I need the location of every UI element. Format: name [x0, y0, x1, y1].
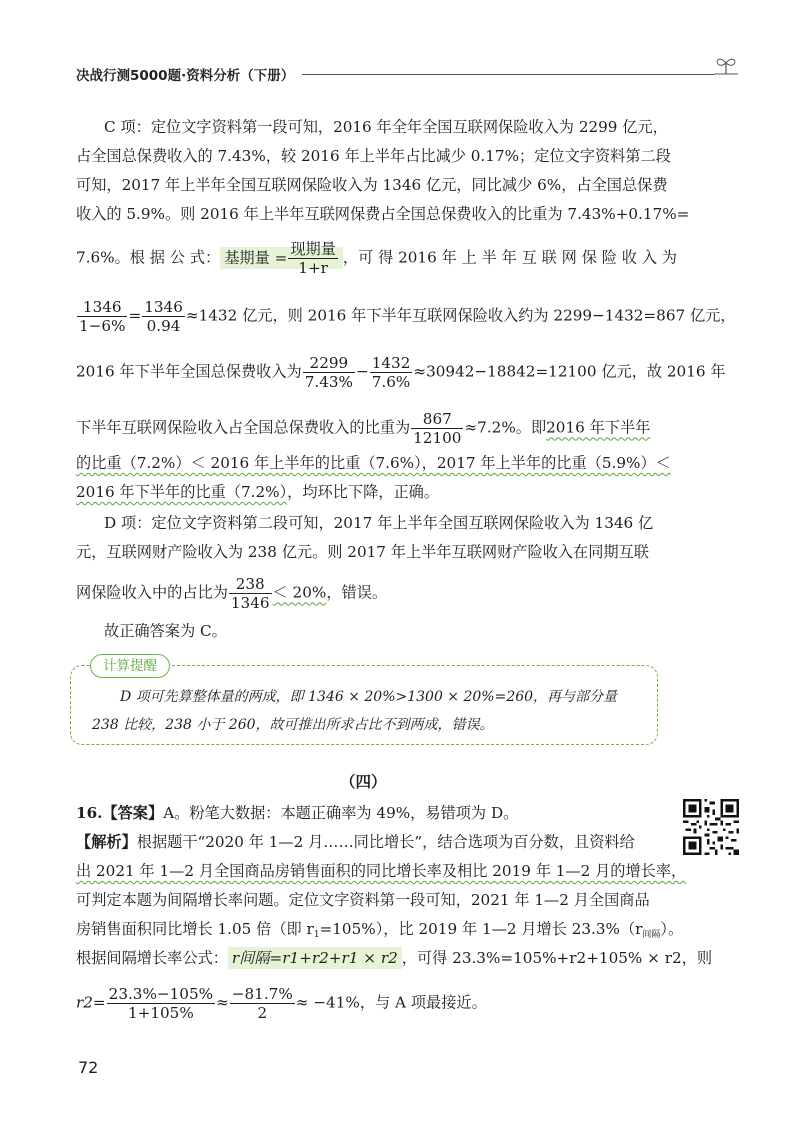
c-line-8-c: 2016 年下半年 — [546, 418, 651, 437]
c-line-10-a: 2016 年下半年的比重（7.2%） — [76, 483, 288, 501]
c-line-7 — [76, 354, 726, 391]
c-line-9: 的比重（7.2%）＜ 2016 年上半年的比重（7.6%），2017 年上半年的比重（5.9%）＜ — [76, 454, 671, 472]
q16-line-6 — [76, 948, 712, 968]
answer-line: 故正确答案为 C。 — [104, 622, 227, 640]
q16-line-1 — [76, 803, 518, 823]
section-heading: （四） — [340, 772, 387, 791]
approx-sign: ≈ — [216, 993, 229, 1012]
fraction-1346-094 — [142, 298, 185, 335]
q16-line-2-b: 根据题干“2020 年 1—2 月……同比增长”，结合选项为百分数，且资料给 — [136, 833, 635, 851]
header-rule — [302, 74, 714, 75]
q16-line-5-b: =105%），比 2019 年 1—2 月增长 23.3%（r — [319, 920, 643, 938]
minus-sign: − — [355, 362, 369, 381]
fraction-238-1346 — [229, 575, 272, 612]
d-line-1: D 项：定位文字资料第二段可知，2017 年上半年全国互联网保险收入为 1346 亿 — [104, 514, 654, 532]
numerator: 23.3%−105% — [108, 985, 214, 1003]
running-header: 决战行测5000题·资料分析（下册） — [76, 68, 295, 84]
c-line-2: 占全国总保费收入的 7.43%，较 2016 年上半年占比减少 0.17%；定位文字资料第二段 — [76, 147, 671, 165]
q16-line-7-a: r2= — [76, 993, 106, 1012]
c-line-8-a: 下半年互联网保险收入占全国总保费收入的比重为 — [76, 418, 411, 437]
page-number: 72 — [78, 1058, 99, 1077]
c-line-7-b: ≈30942−18842=12100 亿元，故 2016 年 — [413, 362, 726, 381]
d-line-3-b: ＜ 20% — [272, 583, 327, 602]
subscript-1: 1 — [313, 930, 320, 940]
answer-label: 16.【答案】 — [76, 804, 164, 822]
c-line-10-b: ，均环比下降，正确。 — [287, 483, 440, 501]
tip-line-2: 238 比较，238 小于 260，故可推出所求占比不到两成，错误。 — [92, 717, 494, 733]
analysis-label: 【解析】 — [76, 833, 137, 851]
q16-line-6-a: 根据间隔增长率公式： — [76, 949, 228, 967]
numerator: 238 — [229, 575, 272, 594]
c-line-5 — [76, 240, 677, 277]
d-line-2: 元，互联网财产险收入为 238 亿元。则 2017 年上半年互联网财产险收入在同期互联 — [76, 543, 649, 561]
tip-line-1: D 项可先算整体量的两成，即 1346 × 20%>1300 × 20%=260，再与部分量 — [120, 689, 618, 705]
d-line-3-a: 网保险收入中的占比为 — [76, 583, 228, 602]
c-line-1: C 项：定位文字资料第一段可知，2016 年全年全国互联网保险收入为 2299 亿元， — [104, 118, 668, 136]
tip-title: 计算提醒 — [90, 654, 170, 678]
fraction-867-12100 — [411, 410, 463, 447]
q16-line-1-b: A。粉笔大数据：本题正确率为 49%，易错项为 D。 — [163, 804, 519, 822]
base-formula-label: 基期量 = — [224, 248, 288, 267]
c-line-6-text: ≈1432 亿元，则 2016 年下半年互联网保险收入约为 2299−1432=867 亿元， — [185, 306, 736, 325]
q16-line-5-a: 房销售面积同比增长 1.05 倍（即 r — [76, 920, 314, 938]
fraction-1346-1-6 — [77, 298, 127, 335]
c-line-4: 收入的 5.9%。则 2016 年上半年互联网保费占全国总保费收入的比重为 7.43%+0.17%= — [76, 205, 690, 223]
base-formula — [220, 240, 343, 277]
subscript-interval: 间隔 — [642, 930, 661, 940]
c-line-5-b: ，可 得 2016 年 上 半 年 互 联 网 保 险 收 入 为 — [342, 248, 677, 267]
numerator: −81.7% — [231, 985, 293, 1003]
q16-line-7 — [76, 985, 487, 1022]
numerator: 2299 — [303, 354, 355, 373]
denominator: 7.6% — [371, 373, 411, 391]
c-line-8 — [76, 410, 650, 447]
c-line-3: 可知，2017 年上半年全国互联网保险收入为 1346 亿元，同比减少 6%，占全国总保费 — [76, 176, 668, 194]
numerator: 1346 — [144, 298, 183, 316]
c-line-8-b: ≈7.2%。即 — [464, 418, 547, 437]
interval-growth-formula: r间隔=r1+r2+r1 × r2 — [228, 947, 402, 969]
d-line-3-c: ，错误。 — [326, 583, 388, 602]
qr-code-icon[interactable] — [683, 799, 739, 855]
equals-sign: = — [128, 306, 142, 325]
fraction-1432-76 — [370, 354, 413, 391]
c-line-5-a: 7.6%。根 据 公 式： — [76, 248, 221, 267]
q16-line-4: 可判定本题为间隔增长率问题。定位文字资料第一段可知，2021 年 1—2 月全国商品 — [76, 891, 650, 909]
denominator: 7.43% — [304, 373, 353, 391]
denominator: 2 — [257, 1004, 268, 1022]
c-line-7-a: 2016 年下半年全国总保费收入为 — [76, 362, 302, 381]
numerator: 1346 — [77, 298, 127, 317]
fraction-2299-743 — [303, 354, 355, 391]
q16-line-6-b: ，可得 23.3%=105%+r2+105% × r2，则 — [401, 949, 713, 967]
c-line-10 — [76, 482, 439, 502]
base-formula-fraction — [288, 240, 338, 277]
numerator: 867 — [411, 410, 463, 429]
q16-line-2 — [76, 832, 635, 852]
numerator: 现期量 — [290, 240, 336, 258]
denominator: 1346 — [230, 594, 270, 612]
denominator: 0.94 — [146, 317, 181, 335]
c-line-6 — [76, 298, 736, 335]
q16-line-7-c: ≈ −41%，与 A 项最接近。 — [295, 993, 487, 1012]
q16-line-5-c: ）。 — [660, 920, 684, 938]
fraction-growth — [107, 985, 215, 1022]
q16-line-3: 出 2021 年 1—2 月全国商品房销售面积的同比增长率及相比 2019 年 1—2 月的增长率， — [76, 862, 687, 880]
denominator: 12100 — [413, 429, 462, 447]
denominator: 1+r — [298, 259, 328, 277]
sprout-icon — [712, 54, 740, 78]
q16-line-5 — [76, 919, 683, 945]
numerator: 1432 — [371, 354, 411, 372]
d-line-3 — [76, 575, 387, 612]
fraction-half — [230, 985, 295, 1022]
denominator: 1+105% — [127, 1004, 194, 1022]
denominator: 1−6% — [79, 317, 126, 335]
